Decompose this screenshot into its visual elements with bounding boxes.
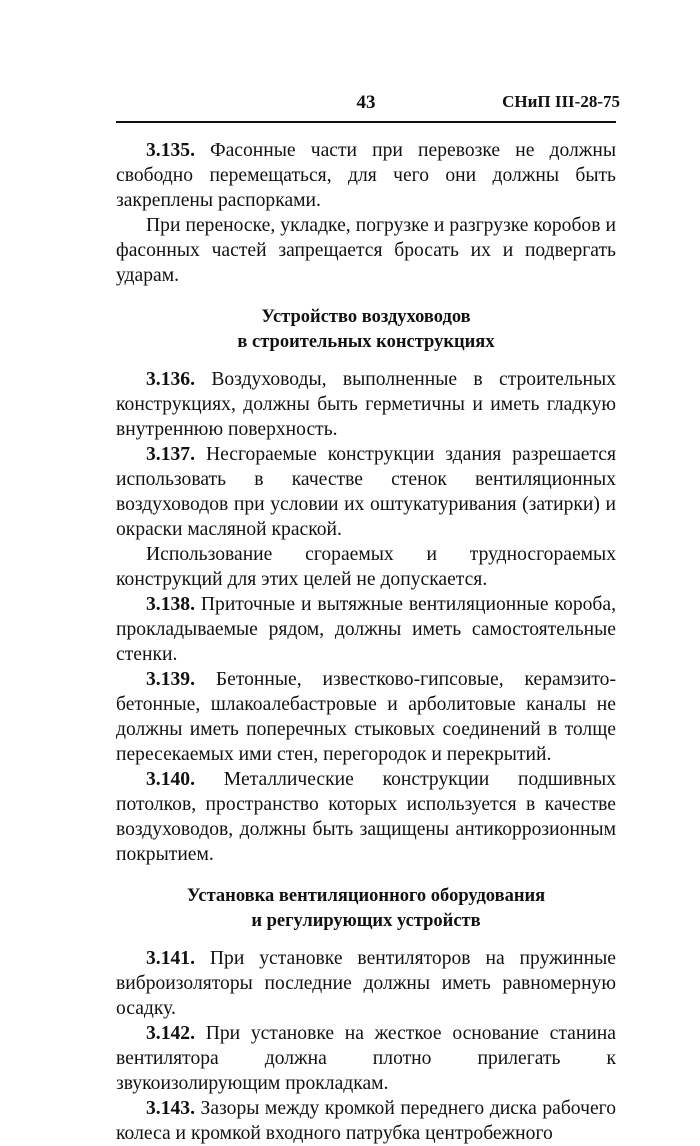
paragraph-3-136 bbox=[116, 367, 616, 442]
paragraph-3-135 bbox=[116, 138, 616, 213]
clause-number: 3.135. bbox=[146, 140, 195, 161]
paragraph bbox=[116, 213, 616, 288]
clause-number: 3.141. bbox=[146, 948, 195, 969]
clause-number: 3.142. bbox=[146, 1023, 195, 1044]
page-number: 43 bbox=[356, 92, 376, 113]
clause-number: 3.140. bbox=[146, 769, 195, 790]
document-code: СНиП III-28-75 bbox=[502, 92, 620, 111]
clause-text: При установке вентиляторов на пружинные виброизоляторы последние должны иметь равномерную осадку. bbox=[116, 948, 616, 1019]
body-text bbox=[116, 138, 616, 1146]
clause-number: 3.143. bbox=[146, 1098, 195, 1119]
clause-text: Воздуховоды, выполненные в строительных конструкциях, должны быть герметичны и иметь гладкую внутреннюю поверхность. bbox=[116, 369, 616, 440]
clause-text: При переноске, укладке, погрузке и разгрузке коробов и фасонных частей запрещается бросать их и подвергать ударам. bbox=[116, 215, 616, 286]
clause-text: Приточные и вытяжные вентиляционные короба, прокладываемые рядом, должны иметь самостоятельные стенки. bbox=[116, 594, 616, 665]
paragraph bbox=[116, 542, 616, 592]
clause-number: 3.139. bbox=[146, 669, 195, 690]
clause-text: При установке на жесткое основание станина вентилятора должна плотно прилегать к звукоизолирующим прокладкам. bbox=[116, 1023, 616, 1094]
header-rule bbox=[116, 121, 616, 123]
paragraph-3-143 bbox=[116, 1096, 616, 1146]
paragraph-3-137 bbox=[116, 442, 616, 542]
paragraph-3-140 bbox=[116, 767, 616, 867]
paragraph-3-142 bbox=[116, 1021, 616, 1096]
paragraph-3-139 bbox=[116, 667, 616, 767]
paragraph-3-138 bbox=[116, 592, 616, 667]
page-header bbox=[116, 92, 620, 118]
section-heading: Устройство воздуховодов в строительных конструкциях bbox=[237, 307, 495, 352]
clause-text: Фасонные части при перевозке не должны свободно перемещаться, для чего они должны быть закреплены распорками. bbox=[116, 140, 616, 211]
clause-text: Зазоры между кромкой переднего диска рабочего колеса и кромкой входного патрубка центробежного bbox=[116, 1098, 616, 1144]
clause-text: Бетонные, известково-гипсовые, керамзито-бетонные, шлакоалебастровые и арболитовые каналы не должны иметь поперечных стыковых соединений в толще пересекаемых ими стен, перегородок и перекрытий. bbox=[116, 669, 616, 765]
paragraph-3-141 bbox=[116, 946, 616, 1021]
clause-number: 3.137. bbox=[146, 444, 195, 465]
section-heading: Установка вентиляционного оборудования и регулирующих устройств bbox=[186, 886, 546, 931]
clause-text: Использование сгораемых и трудносгораемых конструкций для этих целей не допускается. bbox=[116, 544, 616, 590]
clause-text: Несгораемые конструкции здания разрешается использовать в качестве стенок вентиляционных воздуховодов при условии их оштукатуривания (затирки) и окраски масляной краской. bbox=[116, 444, 616, 540]
clause-text: Металлические конструкции подшивных потолков, пространство которых используется в качестве воздуховодов, должны быть защищены антикоррозионным покрытием. bbox=[116, 769, 616, 865]
clause-number: 3.138. bbox=[146, 594, 195, 615]
clause-number: 3.136. bbox=[146, 369, 195, 390]
